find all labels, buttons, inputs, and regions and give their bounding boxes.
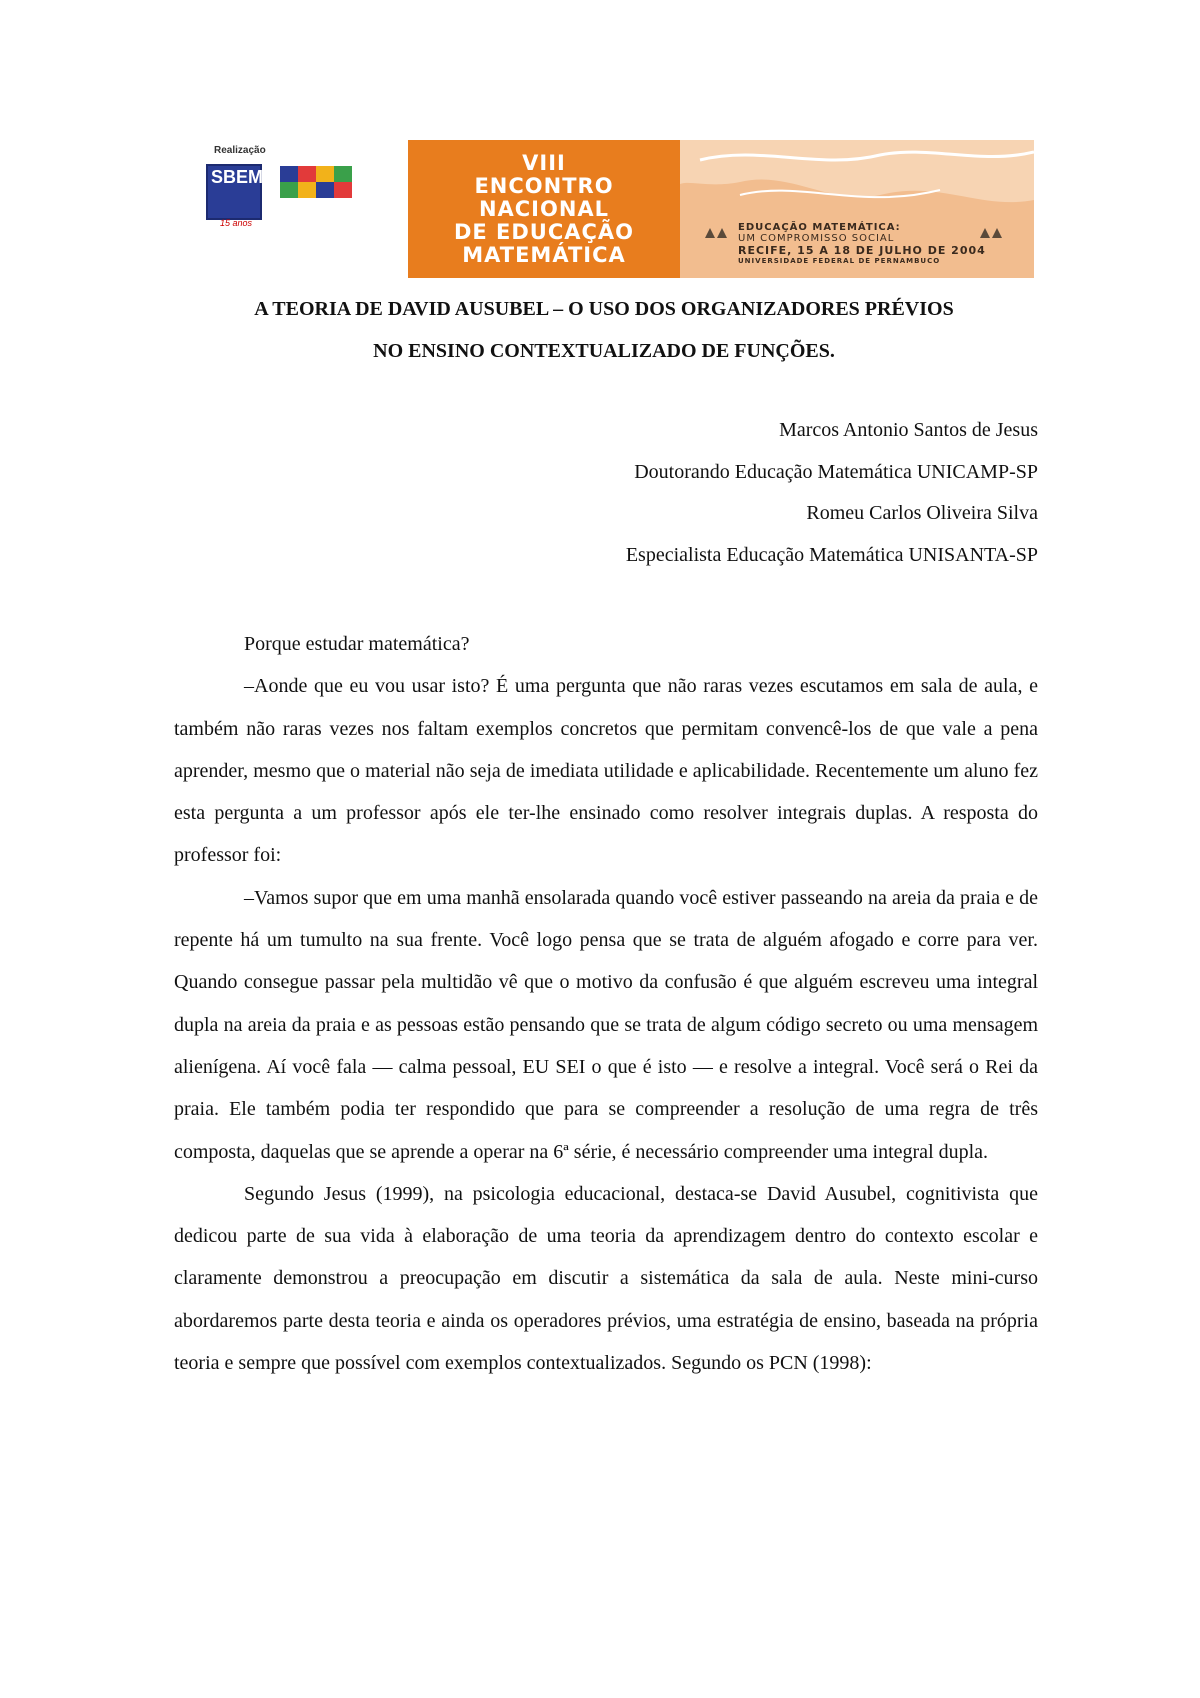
event-title-panel [408, 140, 680, 278]
paper-body [174, 623, 1038, 1384]
event-dates: RECIFE, 15 A 18 DE JULHO DE 2004 [738, 244, 986, 257]
sbem-logo [206, 164, 262, 220]
paragraph: –Vamos supor que em uma manhã ensolarada quando você estiver passeando na areia da praia e de repente há um tumulto na sua frente. Você logo pensa que se trata de alguém afogado e corre para ver. Quando consegue passar pela multidão vê que o motivo da confusão é que alguém escreveu uma integral dupla na areia da praia e as pessoas estão pensando que se trata de algum código secreto ou uma mensagem alienígena. Aí você fala — calma pessoal, EU SEI o que é isto — e resolve a integral. Você será o Rei da praia. Ele também podia ter respondido que para se compreender a resolução de uma regra de três composta, daquelas que se aprende a operar na 6ª série, é necessário compreender uma integral dupla. [174, 886, 1038, 1163]
paragraph: –Aonde que eu vou usar isto? É uma pergunta que não raras vezes escutamos em sala de aula, e também não raras vezes nos faltam exemplos concretos que permitam convencê-los de que vale a pena aprender, mesmo que o material não seja de imediata utilidade e aplicabilidade. Recentemente um aluno fez esta pergunta a um professor após ele ter-lhe ensinado como resolver integrais duplas. A resposta do professor foi: [174, 675, 1038, 867]
sbem-years: 15 anos [220, 218, 253, 228]
sponsor-logos [174, 140, 408, 278]
title-line: NO ENSINO CONTEXTUALIZADO DE FUNÇÕES. [373, 340, 835, 362]
map-panel [680, 140, 1034, 278]
paragraph: Porque estudar matemática? [244, 633, 470, 655]
paragraph: Segundo Jesus (1999), na psicologia educacional, destaca-se David Ausubel, cognitivista que dedicou parte de sua vida à elaboração de uma teoria da aprendizagem dentro do contexto escolar e claramente demonstrou a preocupação em discutir a sistemática da sala de aula. Neste mini-curso abordaremos parte desta teoria e ainda os operadores prévios, uma estratégia de ensino, baseada na própria teoria e sempre que possível com exemplos contextualizados. Segundo os PCN (1998): [174, 1182, 1038, 1375]
author-name: Romeu Carlos Oliveira Silva [806, 502, 1038, 524]
event-slogan [738, 222, 986, 265]
event-title-line: DE EDUCAÇÃO [453, 219, 635, 244]
sbem-logo-text: SBEM [211, 167, 264, 187]
slogan-line2: UM COMPROMISSO SOCIAL [738, 233, 895, 244]
author-name: Marcos Antonio Santos de Jesus [779, 419, 1038, 441]
author-affiliation: Doutorando Educação Matemática UNICAMP-SP [634, 460, 1038, 483]
event-university: UNIVERSIDADE FEDERAL DE PERNAMBUCO [738, 257, 941, 265]
event-title-line: ENCONTRO [474, 173, 614, 198]
slogan-line1: EDUCAÇÃO MATEMÁTICA: [738, 222, 901, 233]
secondary-logo [280, 166, 350, 202]
author-affiliation: Especialista Educação Matemática UNISANTA-SP [625, 543, 1038, 566]
event-title-line: NACIONAL [478, 196, 610, 221]
title-line: A TEORIA DE DAVID AUSUBEL – O USO DOS ORGANIZADORES PRÉVIOS [254, 298, 954, 320]
conference-banner [174, 140, 1034, 278]
authors-block [626, 410, 1038, 576]
realizacao-label: Realização [214, 145, 266, 156]
event-title-line: MATEMÁTICA [462, 242, 626, 267]
paper-title [174, 288, 1034, 372]
event-title-line: VIII [522, 150, 566, 175]
tree-icon [705, 228, 727, 238]
